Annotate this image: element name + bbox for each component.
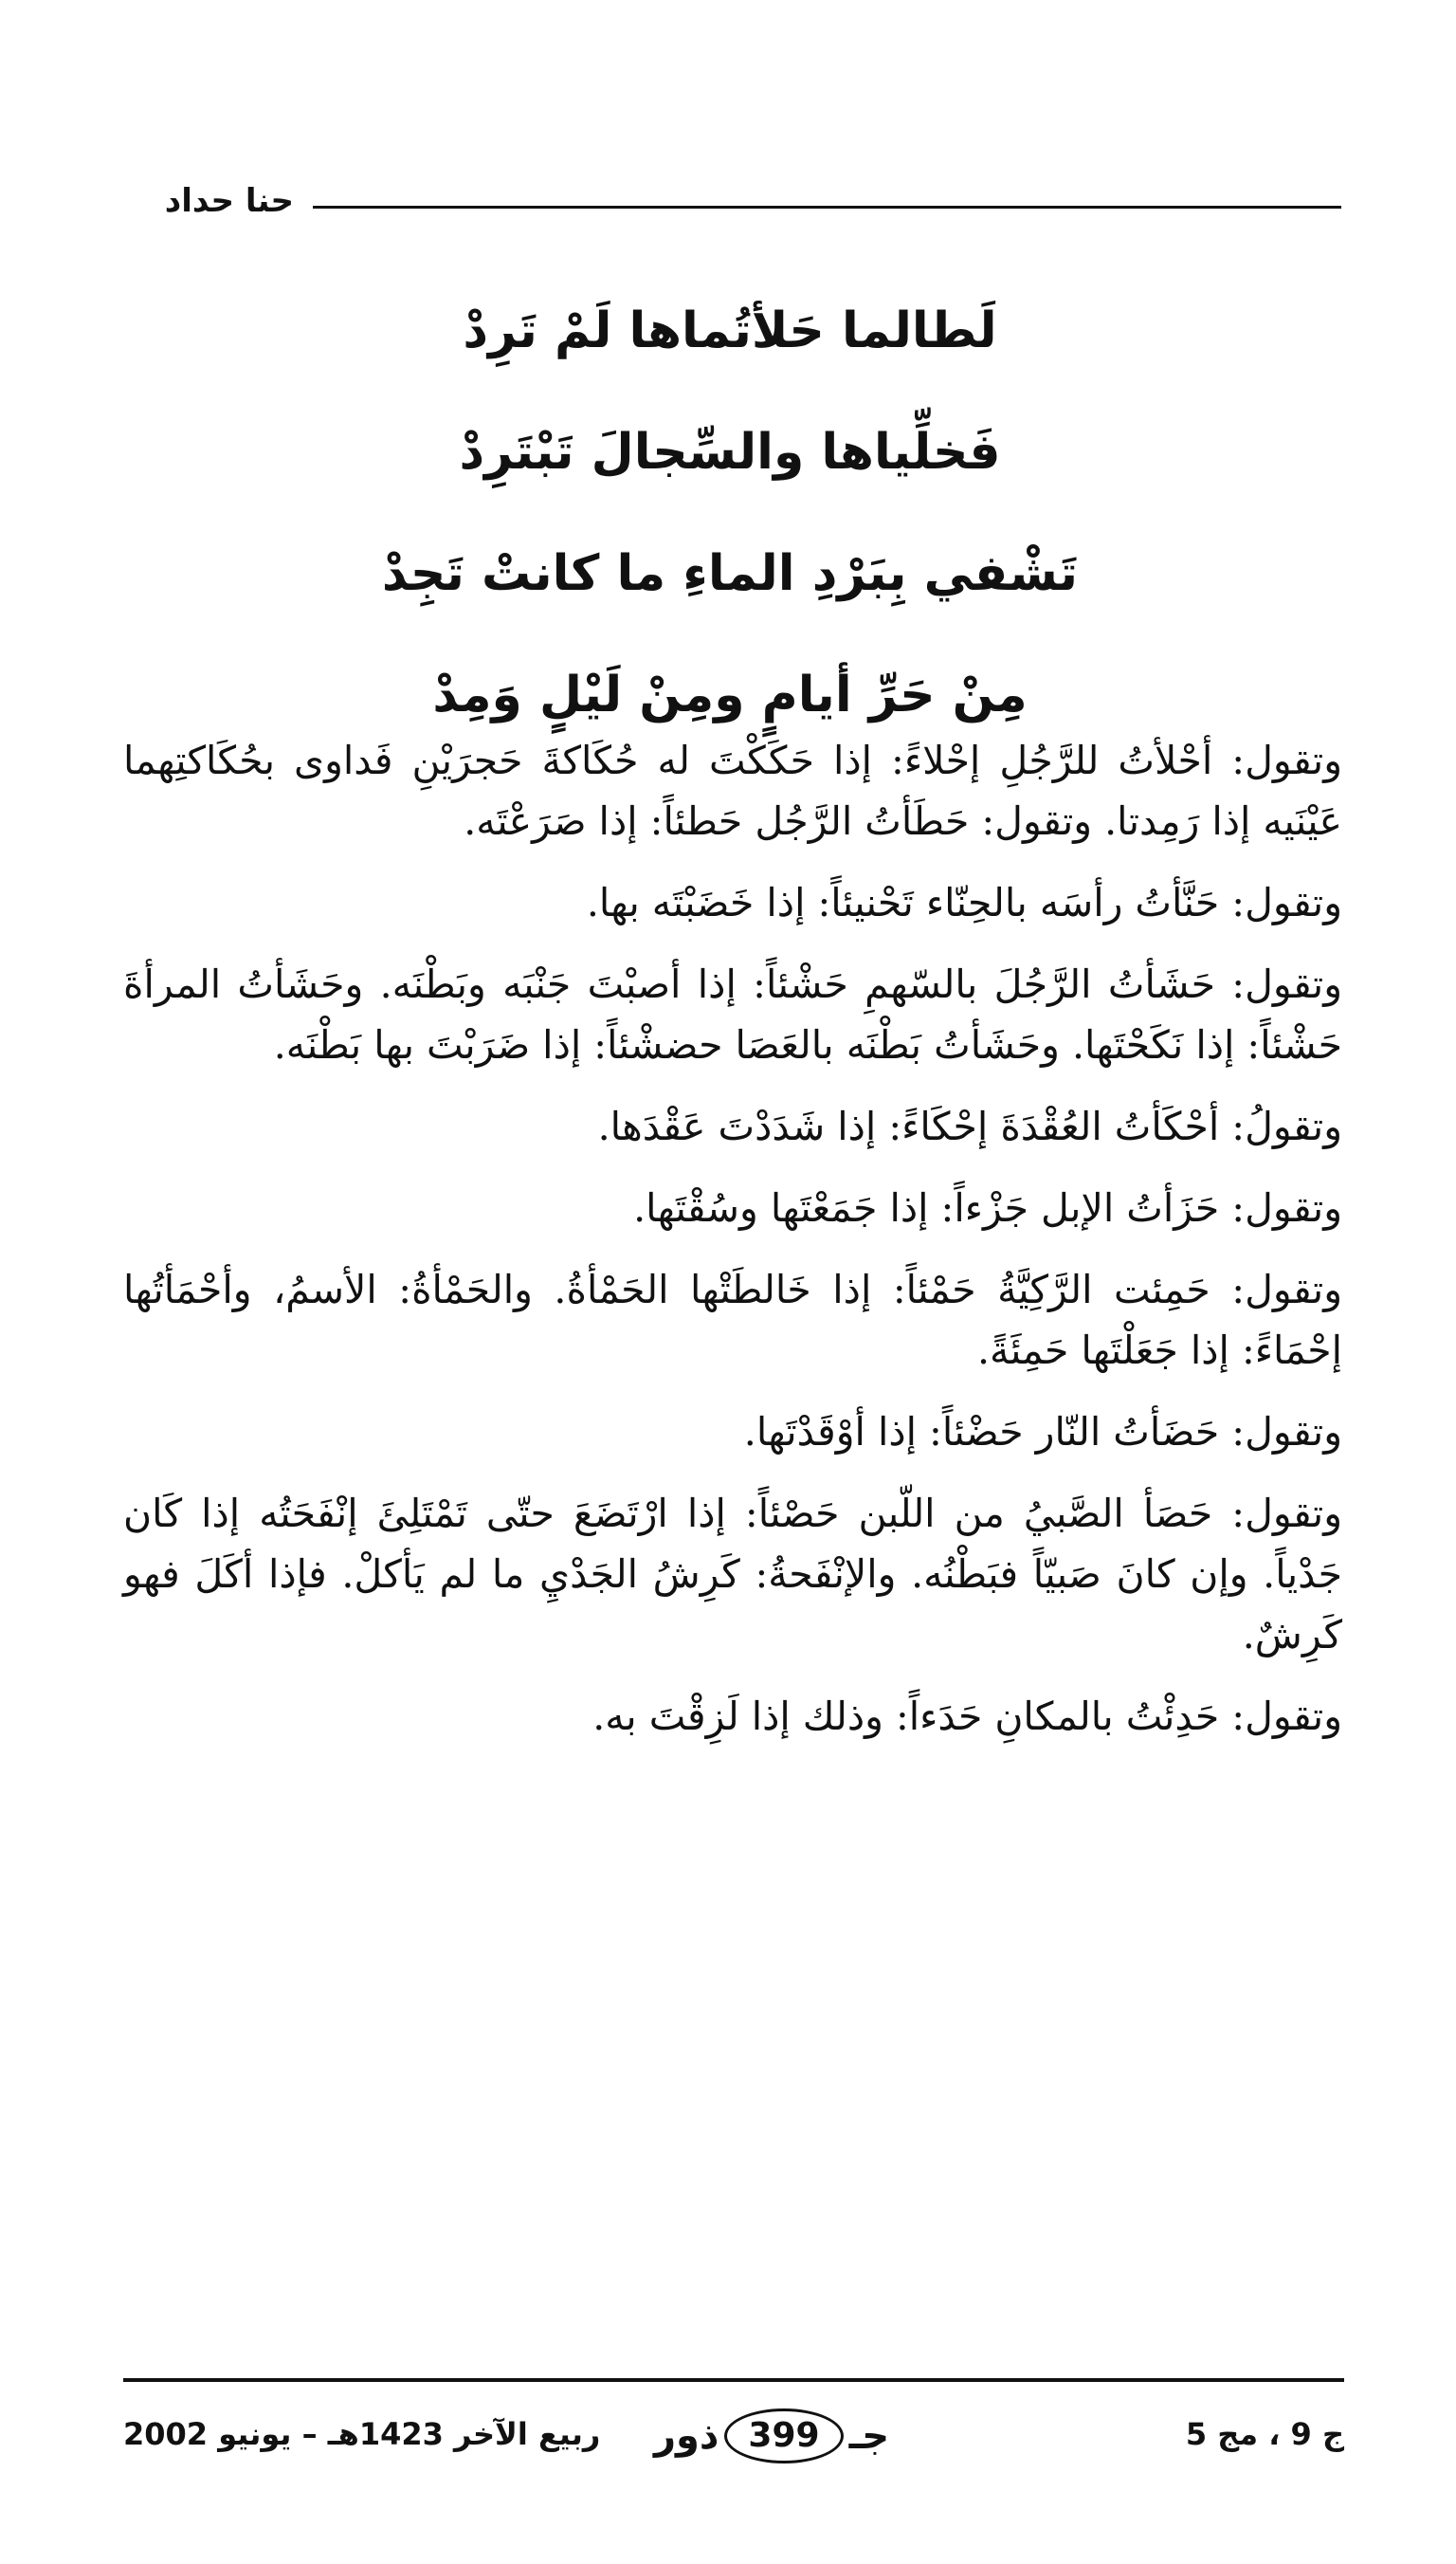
footer-date: ربيع الآخر 1423هـ – يونيو 2002	[123, 2416, 601, 2452]
footer-journal-logo	[654, 2408, 889, 2463]
header-rule	[313, 206, 1341, 209]
poem-line: مِنْ حَرِّ أيامٍ ومِنْ لَيْلٍ وَمِدْ	[432, 667, 1028, 723]
paragraph: وتقول: حَزَأتُ الإبل جَزْءاً: إذا جَمَعْتَها وسُقْتَها.	[633, 1185, 1342, 1231]
paragraph: وتقول: أحْلأتُ للرَّجُلِ إحْلاءً: إذا حَكَكْتَ له حُكَاكةَ حَجرَيْنِ فَداوى بحُكَاكتِهما عَيْنَيه إذا رَمِدتا. وتقول: حَطَأتُ الرَّجُل حَطئاً: إذا صَرَعْتَه.	[123, 738, 1342, 844]
paragraph: وتقول: حَشَأتُ الرَّجُلَ بالسّهمِ حَشْئاً: إذا أصبْتَ جَنْبَه وبَطْنَه. وحَشَأتُ المرأةَ حَشْئاً: إذا نَكَحْتَها. وحَشَأتُ بَطْنَه بالعَصَا حضشْئاً: إذا ضَرَبْتَ بها بَطْنَه.	[123, 962, 1342, 1068]
poem-line: تَشْفي بِبَرْدِ الماءِ ما كانتْ تَجِدْ	[381, 545, 1079, 602]
paragraph: وتقول: حَنَّأتُ رأسَه بالحِنّاء تَحْنيئاً: إذا خَضَبْتَه بها.	[586, 880, 1342, 925]
running-header-author: حنا حداد	[164, 182, 294, 220]
footer-rule	[123, 2378, 1344, 2382]
poem-line: لَطالما حَلأتُماها لَمْ تَرِدْ	[463, 302, 997, 359]
paragraph: وتقولُ: أحْكَأتُ العُقْدَةَ إحْكَاءً: إذا شَدَدْتَ عَقْدَها.	[597, 1104, 1342, 1149]
paragraph: وتقول: حَدِئْتُ بالمكانِ حَدَءاً: وذلك إذا لَزِقْتَ به.	[592, 1694, 1342, 1739]
poem-line: فَخلِّياها والسِّجالَ تَبْتَرِدْ	[459, 424, 1001, 481]
page-footer	[123, 2408, 1344, 2465]
page-number: 399	[724, 2408, 843, 2463]
journal-name-right: ذور	[654, 2414, 719, 2458]
paragraph: وتقول: حَمِئت الرَّكِيَّةُ حَمْئاً: إذا خَالطَتْها الحَمْأةُ. والحَمْأةُ: الأسمُ، وأحْمَأتُها إحْمَاءً: إذا جَعَلْتَها حَمِئَةً.	[123, 1267, 1342, 1373]
body-text	[123, 730, 1342, 1767]
journal-name-left: جـ	[848, 2414, 890, 2458]
poem-block	[275, 270, 1185, 756]
paragraph: وتقول: حَضَأتُ النّار حَضْئاً: إذا أوْقَدْتَها.	[743, 1409, 1342, 1455]
footer-issue: ج 9 ، مج 5	[1185, 2416, 1344, 2452]
paragraph: وتقول: حَصَأ الصَّبيُ من اللّبن حَصْئاً: إذا ارْتَضَعَ حتّى تَمْتَلِئَ إنْفَحَتُه إذا كَان جَدْياً. وإن كانَ صَبيّاً فبَطْنُه. والإنْفَحةُ: كَرِشُ الجَدْيِ ما لم يَأكلْ. فإذا أكَلَ فهو كَرِشٌ.	[123, 1491, 1342, 1657]
